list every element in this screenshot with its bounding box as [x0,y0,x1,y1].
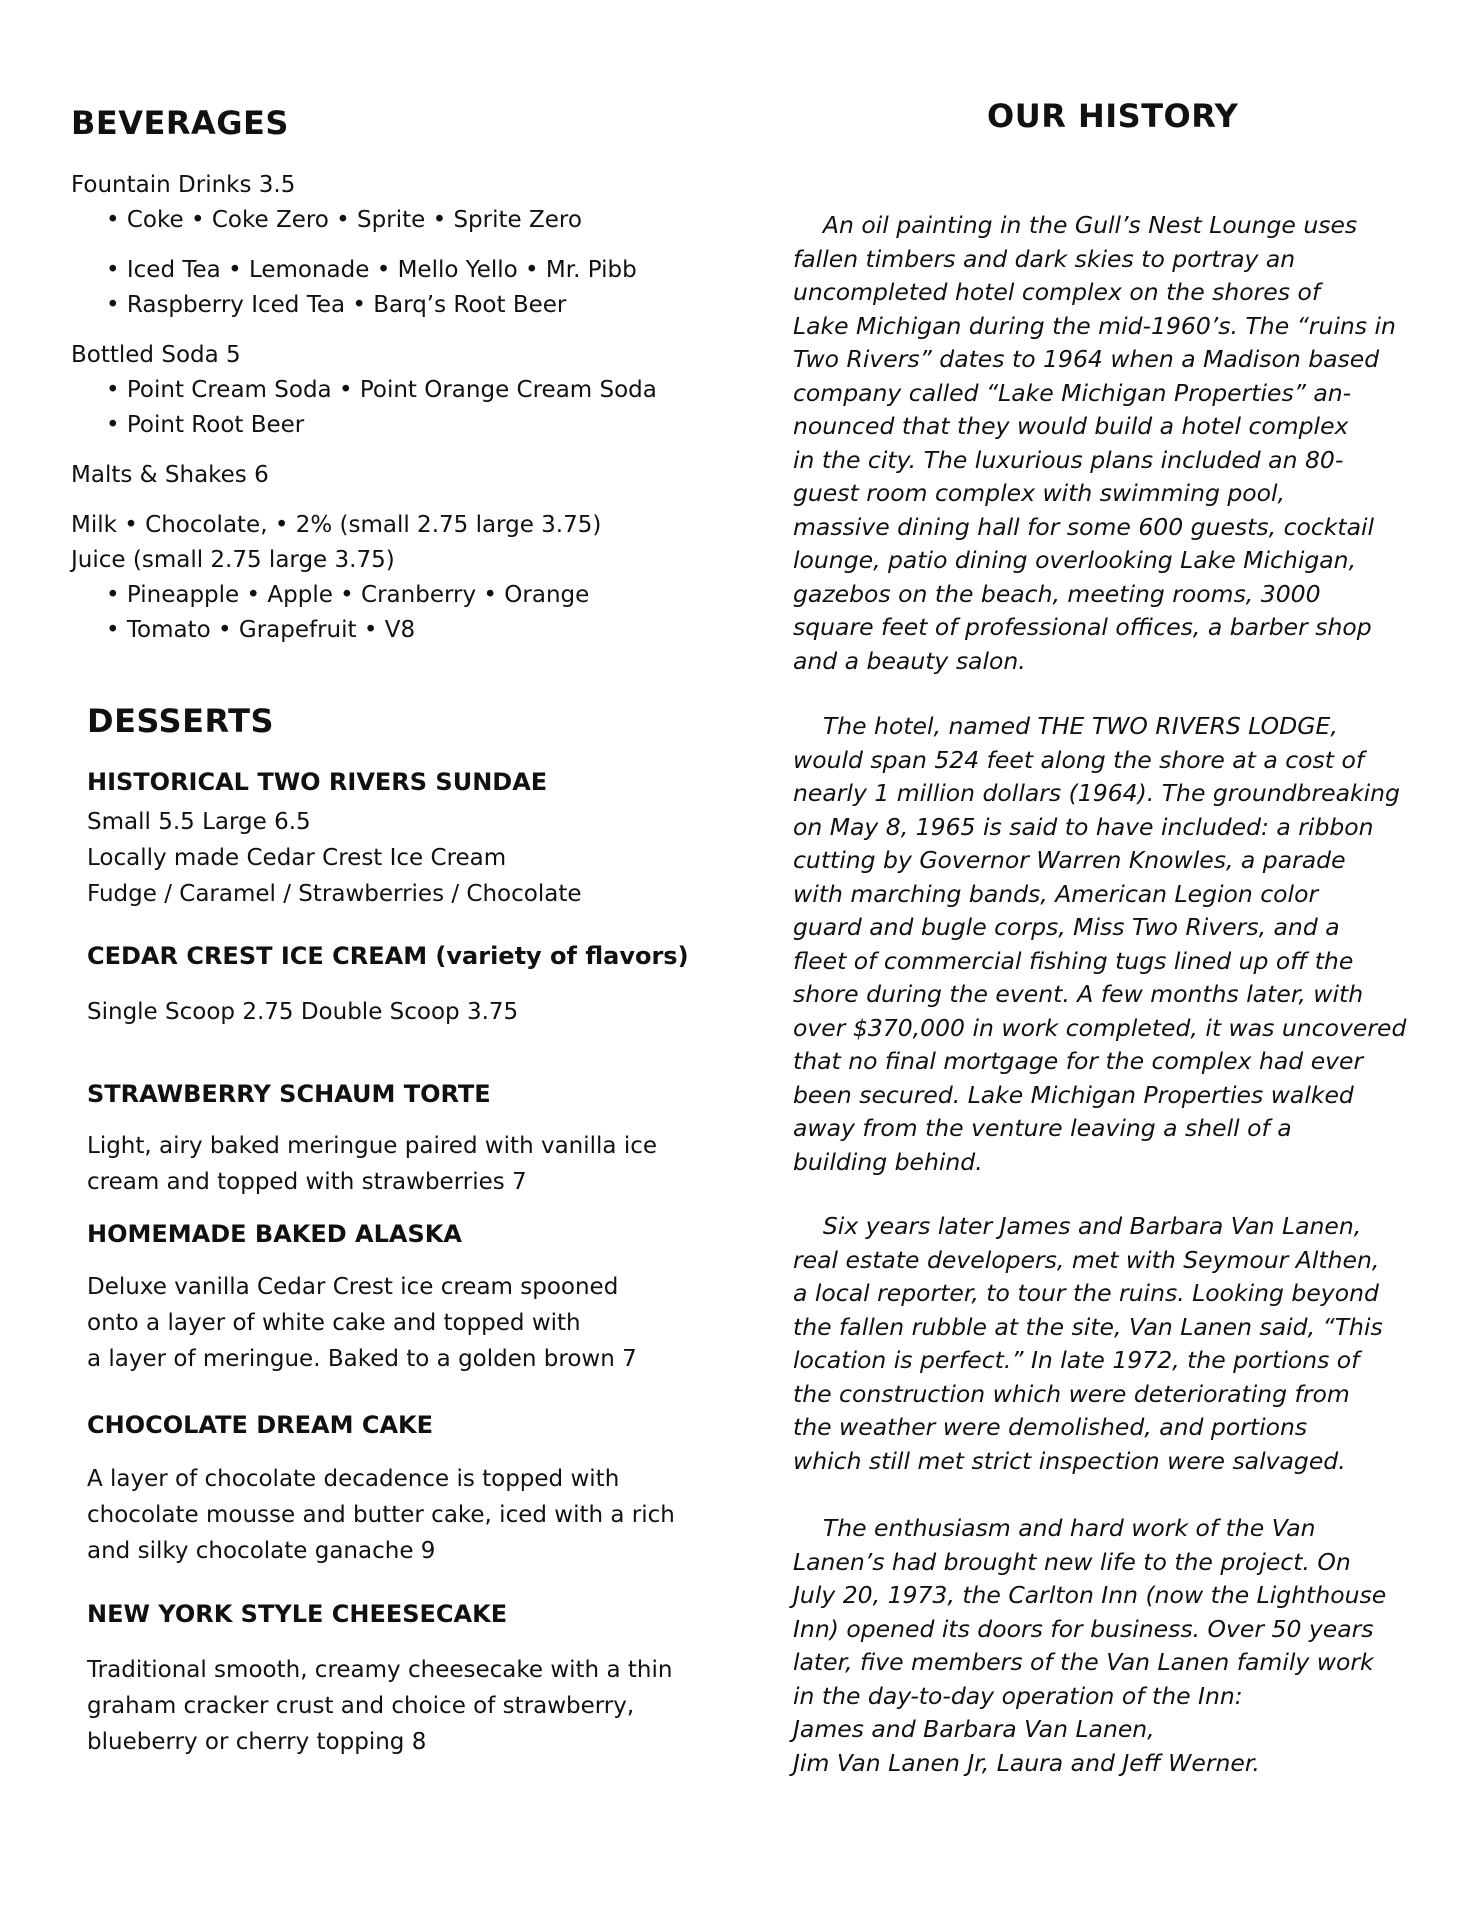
dessert-name: CEDAR CREST ICE CREAM (variety of flavors) [87,942,689,970]
dessert-desc-line: Single Scoop 2.75 Double Scoop 3.75 [87,999,519,1025]
dessert-desc-line: Small 5.5 Large 6.5 [87,809,311,835]
dessert-name: HOMEMADE BAKED ALASKA [87,1220,462,1248]
history-paragraph [793,710,1433,1179]
dessert-desc-line: A layer of chocolate decadence is topped with [87,1466,620,1492]
history-line: would span 524 feet along the shore at a cost of [793,745,1365,774]
dessert-desc-line: Fudge / Caramel / Strawberries / Chocolate [87,881,582,907]
beverage-line: Fountain Drinks 3.5 [71,172,296,198]
history-line: the weather were demolished, and portions [793,1413,1308,1441]
history-line: shore during the event. A few months later, with [793,980,1364,1008]
history-line: Six years later James and Barbara Van Lanen, [793,1212,1362,1240]
history-line: uncompleted hotel complex on the shores of [793,278,1321,306]
beverage-line: Bottled Soda 5 [71,342,241,368]
history-line: Lanen’s had brought new life to the project. On [793,1547,1351,1576]
history-line: The hotel, named THE TWO RIVERS LODGE, [793,712,1338,740]
history-line: in the day-to-day operation of the Inn: [793,1681,1243,1710]
history-line: away from the venture leaving a shell of a [793,1114,1292,1142]
history-line: nearly 1 million dollars (1964). The groundbreaking [793,779,1400,807]
history-line: James and Barbara Van Lanen, [793,1715,1155,1743]
dessert-desc-line: onto a layer of white cake and topped with [87,1310,581,1336]
beverage-line: • Coke • Coke Zero • Sprite • Sprite Zero [106,207,582,233]
beverage-line: • Tomato • Grapefruit • V8 [106,617,416,643]
history-line: with marching bands, American Legion color [793,879,1319,908]
dessert-description [87,1269,727,1377]
history-line: nounced that they would build a hotel complex [793,412,1349,440]
history-line: location is perfect.” In late 1972, the portions of [793,1346,1360,1374]
dessert-desc-line: Traditional smooth, creamy cheesecake with a thin [87,1657,673,1683]
history-line: Inn) opened its doors for business. Over 50 years [793,1614,1374,1643]
history-line: and a beauty salon. [793,646,1026,675]
dessert-name: HISTORICAL TWO RIVERS SUNDAE [87,768,548,796]
dessert-desc-line: Light, airy baked meringue paired with vanilla ice [87,1133,658,1159]
dessert-description [87,1461,727,1569]
beverage-line: • Point Root Beer [106,412,305,438]
history-line: guest room complex with swimming pool, [793,479,1286,507]
beverage-line: • Raspberry Iced Tea • Barq’s Root Beer [106,292,567,318]
history-line: July 20, 1973, the Carlton Inn (now the Lighthouse [793,1581,1387,1609]
beverage-line: Juice (small 2.75 large 3.75) [71,547,395,573]
history-line: square feet of professional offices, a barber shop [793,613,1372,641]
history-line: the construction which were deteriorating from [793,1379,1350,1408]
history-line: real estate developers, met with Seymour Althen, [793,1245,1380,1274]
history-line: guard and bugle corps, Miss Two Rivers, and a [793,913,1340,941]
beverage-line: • Pineapple • Apple • Cranberry • Orange [106,582,590,608]
dessert-desc-line: graham cracker crust and choice of strawberry, [87,1693,635,1719]
history-paragraph [793,1210,1433,1478]
history-line: An oil painting in the Gull’s Nest Lounge uses [793,211,1358,239]
history-line: Jim Van Lanen Jr, Laura and Jeff Werner. [793,1748,1260,1777]
dessert-desc-line: chocolate mousse and butter cake, iced with a rich [87,1502,675,1528]
dessert-desc-line: and silky chocolate ganache 9 [87,1538,436,1564]
history-line: over $370,000 in work completed, it was uncovered [793,1013,1407,1042]
history-line: Two Rivers” dates to 1964 when a Madison based [793,345,1380,373]
dessert-name: NEW YORK STYLE CHEESECAKE [87,1600,508,1628]
dessert-description [87,1652,727,1760]
beverage-line: • Point Cream Soda • Point Orange Cream Soda [106,377,657,403]
history-line: cutting by Governor Warren Knowles, a parade [793,846,1346,874]
history-paragraph [793,1512,1433,1780]
dessert-name: STRAWBERRY SCHAUM TORTE [87,1080,491,1108]
history-line: on May 8, 1965 is said to have included: a ribbon [793,812,1374,841]
history-line: The enthusiasm and hard work of the Van [793,1514,1316,1542]
dessert-description [87,804,727,912]
dessert-desc-line: Locally made Cedar Crest Ice Cream [87,845,507,871]
desserts-heading: DESSERTS [87,702,275,740]
dessert-desc-line: Deluxe vanilla Cedar Crest ice cream spooned [87,1274,619,1300]
history-line: a local reporter, to tour the ruins. Looking beyond [793,1279,1379,1307]
history-line: the fallen rubble at the site, Van Lanen said, “This [793,1312,1383,1341]
history-line: fallen timbers and dark skies to portray an [793,244,1296,273]
beverage-line: Milk • Chocolate, • 2% (small 2.75 large 3.75) [71,512,602,538]
history-line: lounge, patio dining overlooking Lake Michigan, [793,546,1357,574]
history-line: been secured. Lake Michigan Properties walked [793,1080,1354,1109]
history-line: building behind. [793,1147,983,1176]
history-line: that no final mortgage for the complex had ever [793,1047,1364,1075]
history-line: Lake Michigan during the mid-1960’s. The “ruins in [793,311,1396,340]
history-line: in the city. The luxurious plans included an 80- [793,445,1344,474]
history-heading: OUR HISTORY [987,97,1239,135]
history-line: later, five members of the Van Lanen family work [793,1648,1374,1676]
history-line: company called “Lake Michigan Properties” an- [793,378,1352,407]
dessert-desc-line: cream and topped with strawberries 7 [87,1169,527,1195]
dessert-description [87,994,727,1030]
beverage-line: • Iced Tea • Lemonade • Mello Yello • Mr. Pibb [106,257,637,283]
history-paragraph [793,209,1433,678]
dessert-name: CHOCOLATE DREAM CAKE [87,1411,434,1439]
beverage-line: Malts & Shakes 6 [71,462,269,488]
history-line: fleet of commercial fishing tugs lined up off the [793,946,1354,975]
history-line: gazebos on the beach, meeting rooms, 3000 [793,579,1321,608]
dessert-desc-line: blueberry or cherry topping 8 [87,1729,427,1755]
history-line: massive dining hall for some 600 guests, cocktail [793,512,1375,541]
beverages-heading: BEVERAGES [71,104,289,142]
dessert-description [87,1128,727,1200]
dessert-desc-line: a layer of meringue. Baked to a golden brown 7 [87,1346,637,1372]
history-line: which still met strict inspection were salvaged. [793,1446,1346,1475]
